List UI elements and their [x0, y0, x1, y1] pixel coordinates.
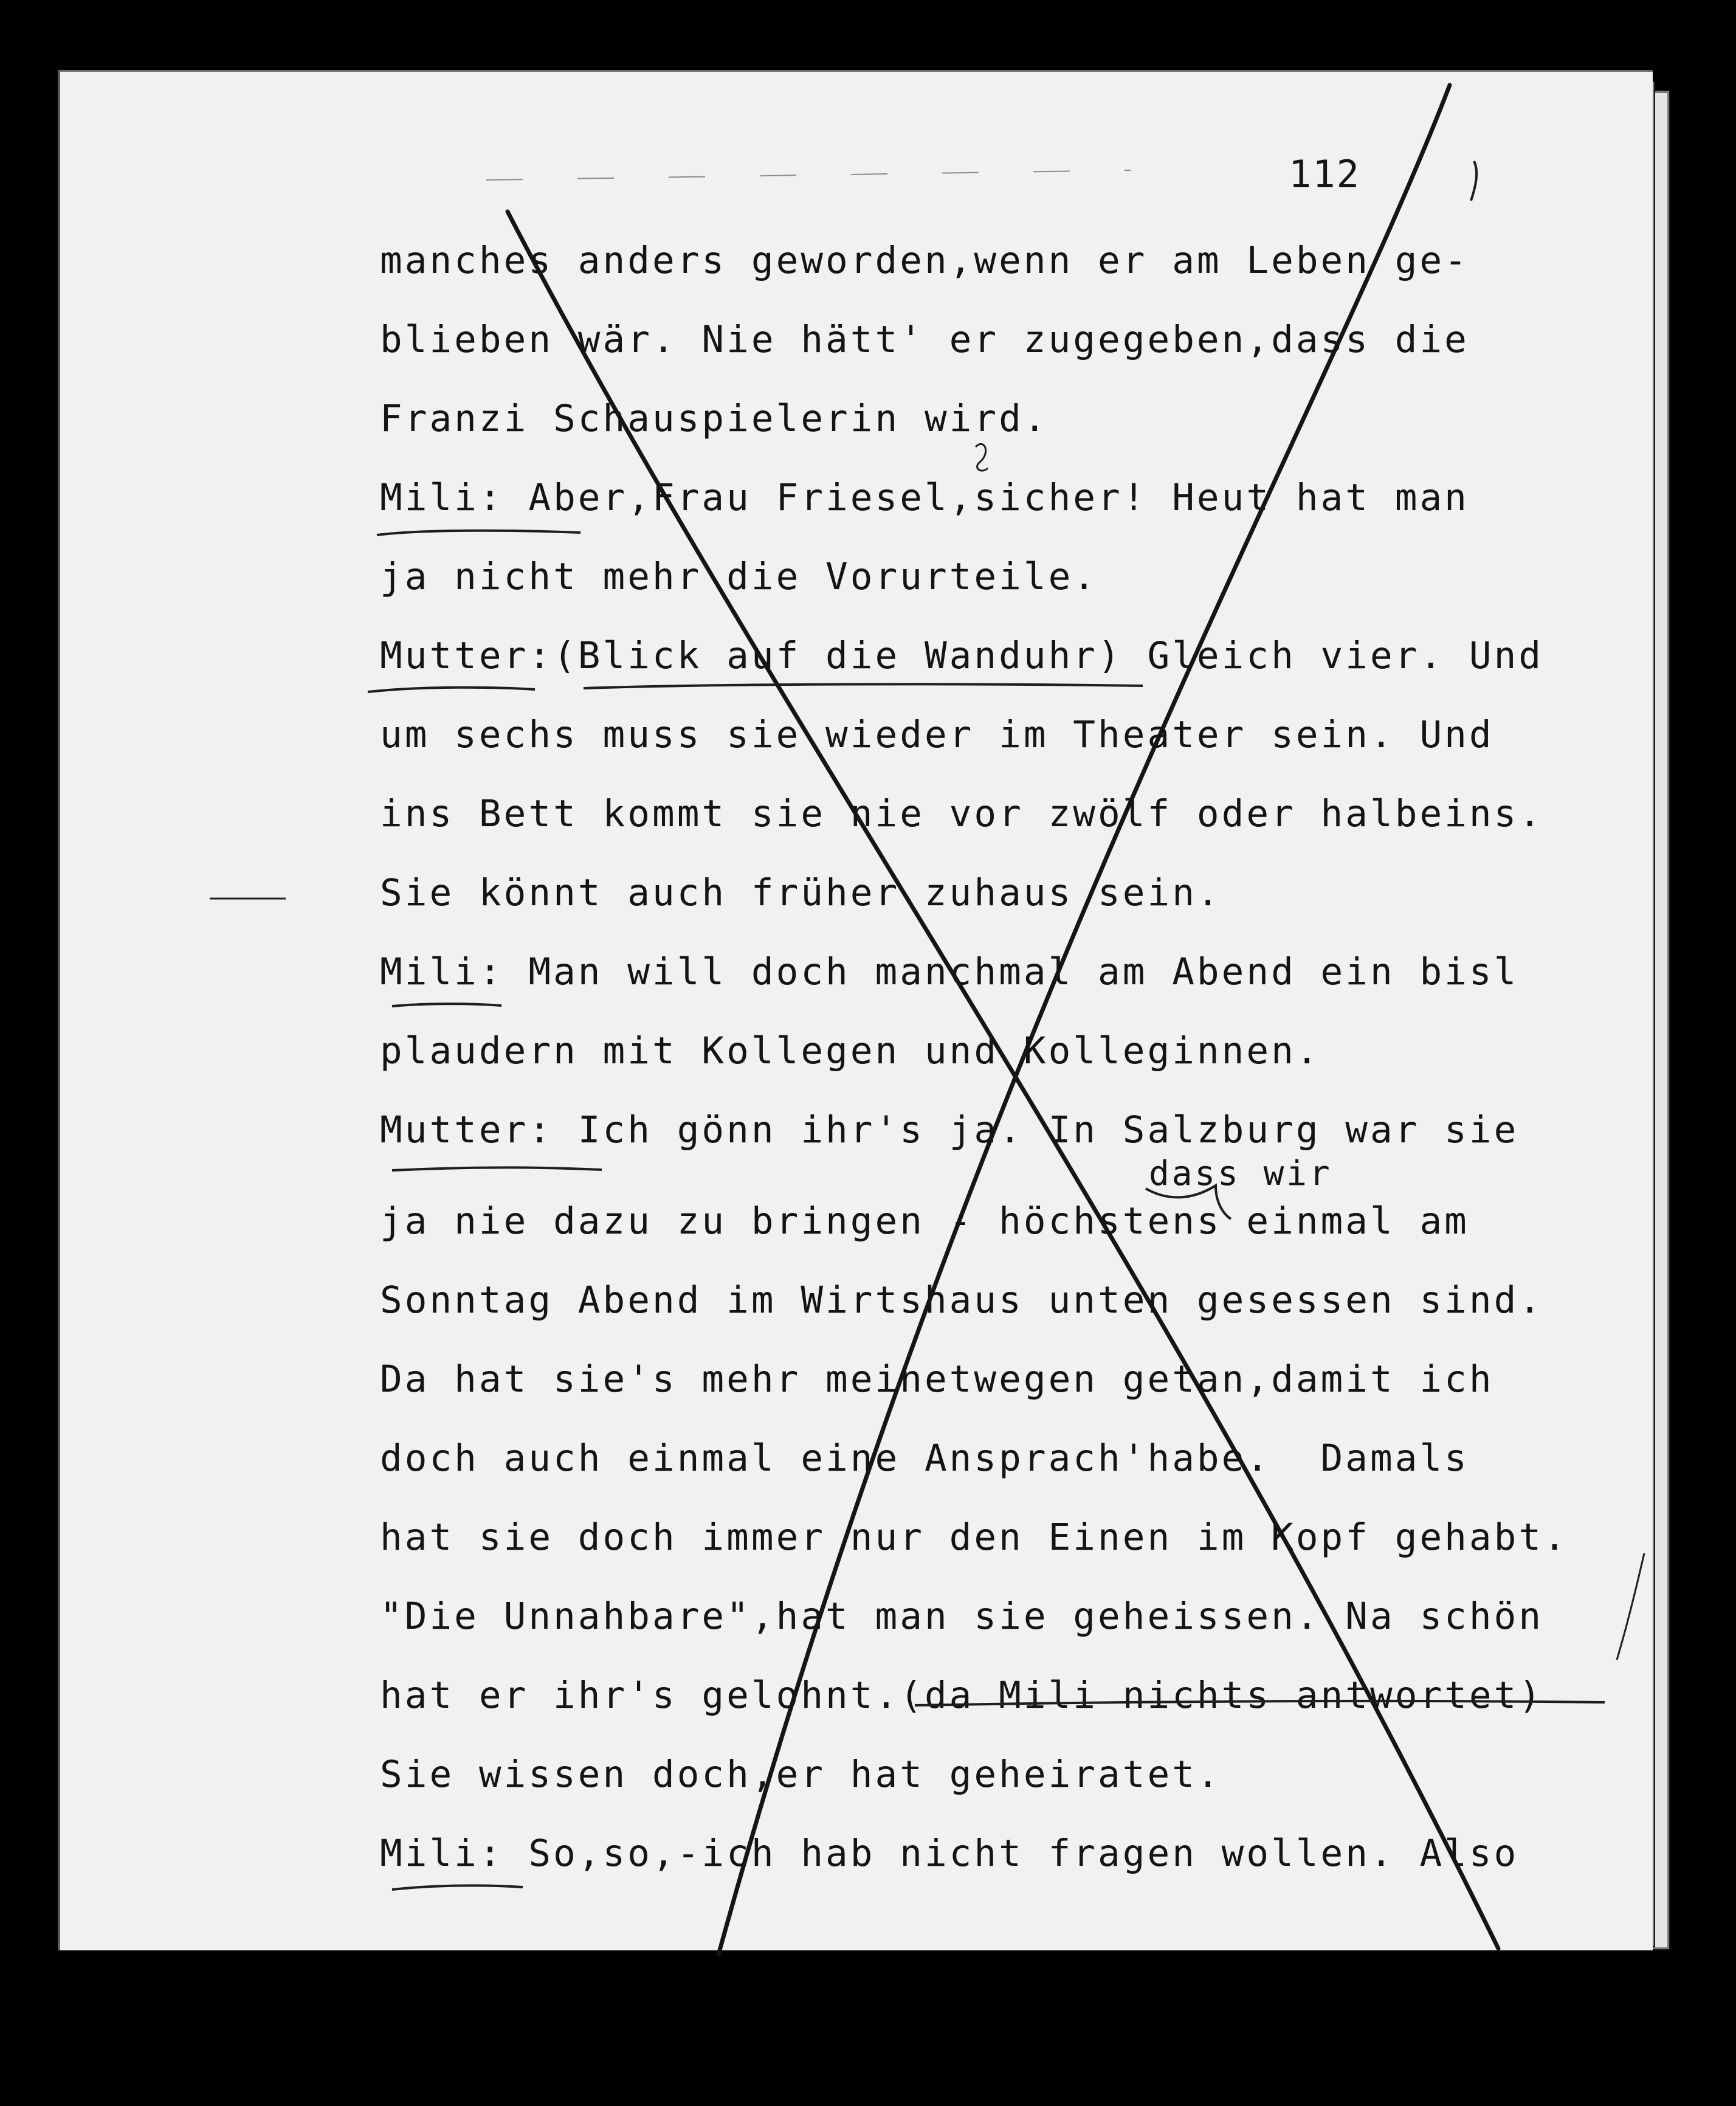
speaker-underline: [392, 1885, 523, 1890]
speaker-underline: [377, 531, 580, 535]
insertion-note: dass wir: [1149, 1154, 1332, 1193]
text-line: blieben wär. Nie hätt' er zugegeben,dass die: [380, 318, 1469, 361]
strike-stroke: [718, 85, 1450, 1955]
speaker-underline: [368, 688, 535, 692]
margin-dash: [486, 170, 1131, 180]
text-line: manches anders geworden,wenn er am Leben ge-: [380, 239, 1469, 282]
text-line: Franzi Schauspielerin wird.: [380, 397, 1049, 440]
insertion-caret: [1146, 1186, 1231, 1219]
page-number: 112: [1289, 152, 1360, 196]
text-line: Sie wissen doch,er hat geheiratet.: [380, 1753, 1222, 1796]
text-line: um sechs muss sie wieder im Theater sein. Und: [380, 713, 1494, 756]
correction-mark: [976, 444, 988, 471]
text-line: Mutter: Ich gönn ihr's ja. In Salzburg war sie: [380, 1108, 1519, 1151]
speaker-underline: [915, 1701, 1605, 1705]
correction-mark: [1471, 161, 1476, 201]
margin-tick: [1617, 1553, 1644, 1660]
text-line: ja nie dazu zu bringen - höchstens einmal am: [380, 1200, 1469, 1243]
text-line: ins Bett kommt sie nie vor zwölf oder halbeins.: [380, 792, 1544, 835]
speaker-underline: [392, 1004, 501, 1006]
text-line: doch auch einmal eine Ansprach'habe. Damals: [380, 1437, 1469, 1480]
text-line: Da hat sie's mehr meinetwegen getan,damit ich: [380, 1358, 1494, 1401]
speaker-underline: [584, 684, 1143, 688]
text-line: hat er ihr's gelohnt.(da Mili nichts antwortet): [380, 1674, 1544, 1717]
text-line: Sie könnt auch früher zuhaus sein.: [380, 871, 1222, 914]
strike-stroke: [508, 212, 1498, 1949]
text-line: Mili: Aber,Frau Friesel,sicher! Heut hat man: [380, 476, 1469, 519]
text-line: ja nicht mehr die Vorurteile.: [380, 555, 1098, 598]
text-line: Mili: Man will doch manchmal am Abend ein bisl: [380, 950, 1519, 993]
text-line: plaudern mit Kollegen und Kolleginnen.: [380, 1029, 1321, 1072]
text-line: Mili: So,so,-ich hab nicht fragen wollen. Also: [380, 1832, 1519, 1875]
speaker-underline: [392, 1167, 602, 1170]
text-line: hat sie doch immer nur den Einen im Kopf gehabt.: [380, 1516, 1568, 1559]
text-line: "Die Unnahbare",hat man sie geheissen. Na schön: [380, 1595, 1544, 1638]
text-line: Sonntag Abend im Wirtshaus unten gesessen sind.: [380, 1279, 1544, 1322]
text-line: Mutter:(Blick auf die Wanduhr) Gleich vier. Und: [380, 634, 1544, 677]
